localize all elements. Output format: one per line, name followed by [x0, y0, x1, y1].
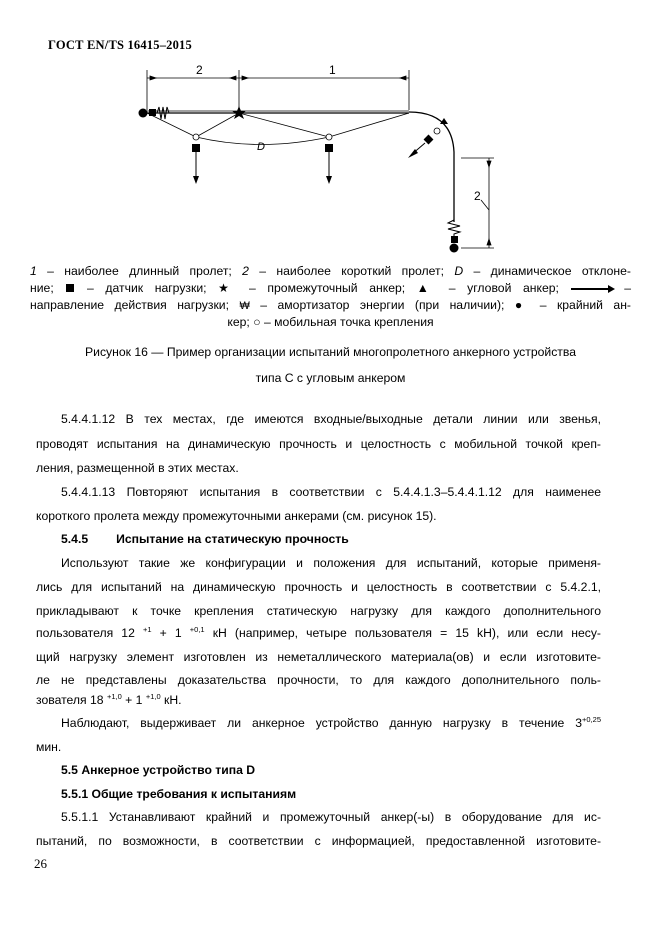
para-5-4-4-1-12-line-1: 5.4.4.1.12 В тех местах, где имеются входные/выходные детали линии или звенья,: [61, 412, 601, 426]
energy-absorber-vertical-icon: [448, 220, 460, 236]
para-static-line-6: ле не представлены доказательства прочности, то для каждого дополнительного поль-: [36, 673, 601, 687]
para-5-4-4-1-12-line-2: проводят испытания на динамическую прочность и целостность с мобильной точкой креп-: [36, 437, 601, 451]
label-shortest-span-vertical: 2: [474, 189, 481, 203]
para-5-4-4-1-13-line-2: короткого пролета между промежуточными анкерами (см. рисунок 15).: [36, 509, 437, 523]
figure-title-line-2: типа С с угловым анкером: [255, 371, 406, 385]
circle-legend-icon: ●: [514, 298, 530, 312]
para-static-line-3: прикладывают к точке крепления статическую нагрузку для каждого дополнительного: [36, 604, 601, 618]
para-static-line-4: пользователя 12 $^{+1}$ + 1 $^{+0,1}$ кН (например, четыре пользователя = 15 kH), или если несу-: [36, 625, 601, 640]
end-anchor-bottom-icon: [450, 244, 459, 253]
intermediate-anchor-icon: [232, 106, 246, 119]
corner-anchor-icon: [408, 118, 448, 158]
document-header: ГОСТ EN/TS 16415–2015: [48, 38, 192, 52]
para-static-line-1: Используют такие же конфигурации и положения для испытаний, которые применя-: [61, 556, 601, 570]
triangle-legend-icon: ▲: [416, 281, 438, 295]
para-static-line-7: зователя 18 $^{+1,0}$ + 1 $^{+1,0}$ кН.: [36, 692, 182, 707]
load-cell-legend-icon: [66, 284, 74, 292]
absorber-legend-icon: ₩: [239, 300, 250, 312]
figure-16-diagram: [0, 0, 661, 270]
mobile-point-left: [192, 134, 200, 184]
label-longest-span: 1: [329, 63, 336, 77]
legend-line-2: ние; – датчик нагрузки; ★ – промежуточный анкер; ▲ – угловой анкер; –: [30, 281, 631, 295]
para-5-5-1-1-line-2: пытаний, по возможности, в соответствии с информацией, предоставленной изготовите-: [36, 834, 601, 848]
legend-line-3: направление действия нагрузки; ₩ – амортизатор энергии (при наличии); ● – крайний ан-: [30, 298, 631, 312]
page-number: 26: [34, 856, 47, 871]
span-dimension-vertical: [461, 158, 494, 248]
end-anchor-icon: [139, 109, 148, 118]
dynamic-deflection-lines: [147, 113, 409, 145]
span-dimension-2: [147, 70, 239, 110]
para-observe-line-1: Наблюдают, выдерживает ли анкерное устройство данную нагрузку в течение $3^{+0,25}$: [61, 715, 601, 730]
para-static-line-2: лись для испытаний на динамическую прочность и целостность в соответствии с 5.4.2.1,: [36, 580, 601, 594]
figure-title-line-1: Рисунок 16 — Пример организации испытаний многопролетного анкерного устройства: [85, 345, 576, 359]
para-static-line-5: щий нагрузку элемент изготовлен из неметаллического материала(ов) и если изготовите-: [36, 650, 601, 664]
label-dynamic-deflection: D: [257, 141, 265, 153]
legend-line-4: кер; ○ – мобильная точка крепления: [227, 315, 434, 329]
para-observe-line-2: мин.: [36, 740, 62, 754]
arrow-legend-icon: [571, 288, 613, 290]
heading-5-4-5: 5.4.5 Испытание на статическую прочность: [61, 532, 349, 546]
corner-anchor-curve: [409, 112, 454, 222]
legend-line-1: 1 – наиболее длинный пролет; 2 – наиболее короткий пролет; D – динамическое отклоне-: [30, 264, 631, 278]
para-5-4-4-1-12-line-3: ления, размещенной в этих местах.: [36, 461, 239, 475]
span-dimension-1: [239, 70, 409, 110]
heading-5-5-1: 5.5.1 Общие требования к испытаниям: [61, 787, 297, 801]
mobile-point-legend-icon: ○: [253, 315, 261, 329]
label-shortest-span: 2: [196, 63, 203, 77]
mobile-point-right: [325, 134, 333, 184]
load-cell-icon: [149, 109, 156, 116]
star-legend-icon: ★: [218, 281, 238, 295]
load-cell-vertical-icon: [451, 236, 458, 243]
para-5-4-4-1-13-line-1: 5.4.4.1.13 Повторяют испытания в соответствии с 5.4.4.1.3–5.4.4.1.12 для наименее: [61, 485, 601, 499]
para-5-5-1-1-line-1: 5.5.1.1 Устанавливают крайний и промежуточный анкер(-ы) в оборудование для ис-: [61, 810, 601, 824]
heading-5-5: 5.5 Анкерное устройство типа D: [61, 763, 256, 777]
